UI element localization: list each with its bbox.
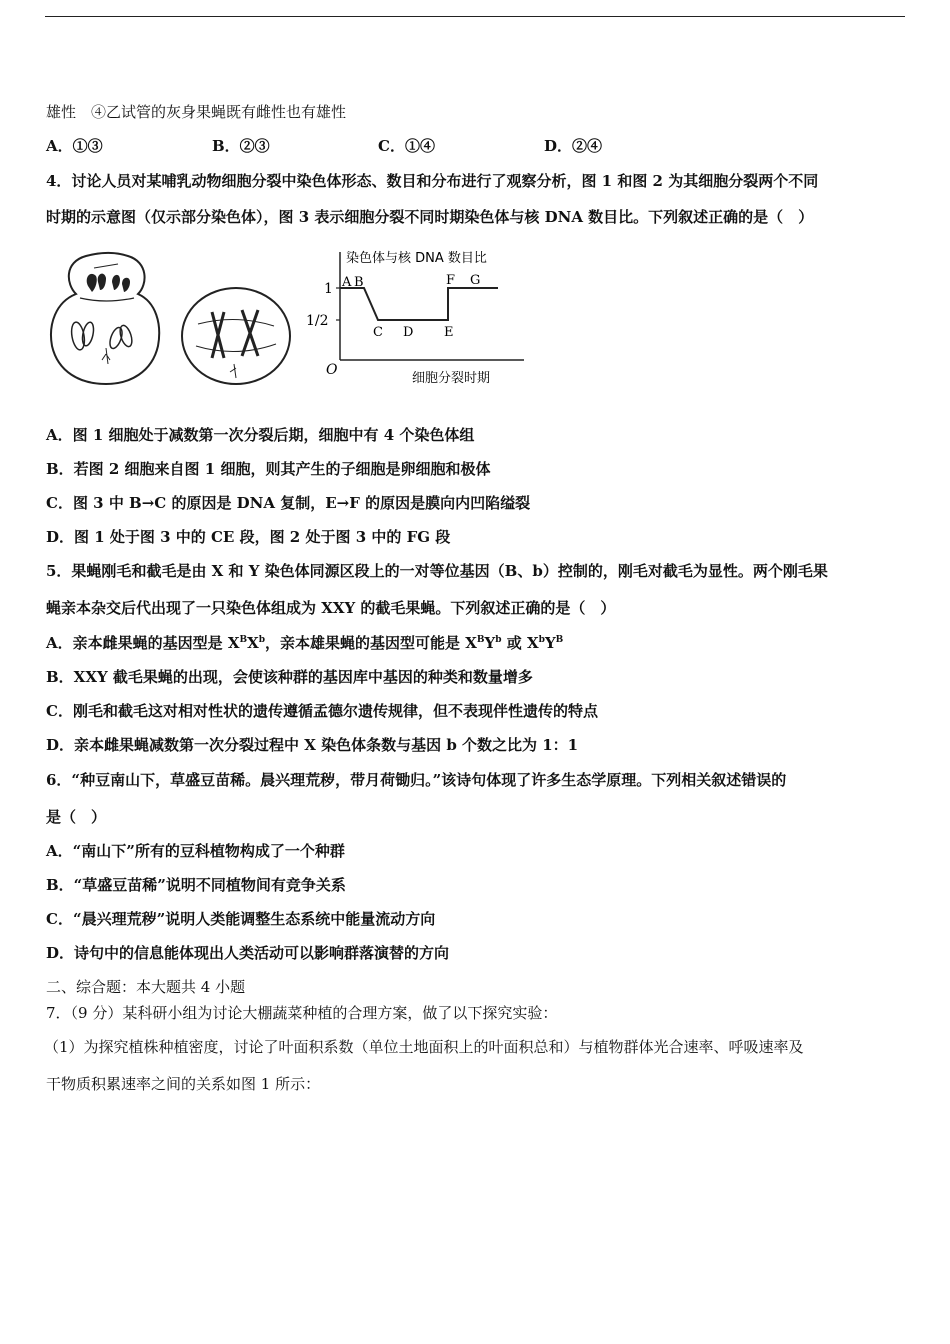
q5-option-b: B．XXY 截毛果蝇的出现，会使该种群的基因库中基因的种类和数量增多: [46, 668, 533, 686]
figure3-graph: [302, 244, 526, 394]
section2-heading: 二、综合题：本大题共 4 小题: [46, 978, 246, 996]
figure1-cell: [46, 248, 166, 388]
q5-a-sup6: B: [555, 635, 564, 645]
q3-option-b: B．②③: [212, 137, 270, 155]
q4-option-d: D．图 1 处于图 3 中的 CE 段，图 2 处于图 3 中的 FG 段: [46, 528, 451, 546]
q3-option-d: D．②④: [544, 137, 603, 155]
q5-a-text: A．亲本雌果蝇的基因型是 X: [46, 634, 240, 652]
figure3-point-b: B: [354, 275, 364, 290]
q7-stem-line3: 干物质积累速率之间的关系如图 1 所示：: [46, 1075, 321, 1093]
q4-option-b: B．若图 2 细胞来自图 1 细胞，则其产生的子细胞是卵细胞和极体: [46, 460, 491, 478]
q5-a-text3: ，亲本雄果蝇的基因型可能是 X: [265, 634, 477, 652]
q5-option-a: [46, 633, 563, 653]
q5-a-sup2: b: [258, 635, 266, 645]
q6-stem-line2: 是（ ）: [46, 808, 107, 826]
q4-option-c: C．图 3 中 B→C 的原因是 DNA 复制，E→F 的原因是膜向内凹陷缢裂: [46, 494, 531, 512]
q6-option-a: A．“南山下”所有的豆科植物构成了一个种群: [46, 842, 345, 860]
figure3-point-a: A: [342, 275, 352, 290]
q7-stem-line2: （1）为探究植株种植密度，讨论了叶面积系数（单位土地面积上的叶面积总和）与植物群体光合速率、呼吸速率及: [44, 1038, 804, 1056]
q6-option-b: B．“草盛豆苗稀”说明不同植物间有竞争关系: [46, 876, 346, 894]
q5-a-text2: X: [247, 634, 259, 652]
q3-option-c: C．①④: [378, 137, 435, 155]
q5-stem-line2: 蝇亲本杂交后代出现了一只染色体组成为 XXY 的截毛果蝇。下列叙述正确的是（ ）: [46, 599, 616, 617]
q5-a-text6: Y: [544, 634, 556, 652]
q6-option-d: D．诗句中的信息能体现出人类活动可以影响群落演替的方向: [46, 944, 450, 962]
q5-stem-line1: 5．果蝇刚毛和截毛是由 X 和 Y 染色体同源区段上的一对等位基因（B、b）控制的，刚毛对截毛为显性。两个刚毛果: [46, 562, 828, 580]
figure3-origin: O: [326, 362, 338, 378]
q5-a-sup4: b: [495, 635, 502, 645]
q3-option-a: A．①③: [46, 137, 103, 155]
q5-a-text5: 或 X: [501, 634, 539, 652]
figure3-ytick-1: 1: [324, 281, 333, 297]
q4-figures: [46, 244, 526, 394]
q7-stem-line1: 7．（9 分）某科研小组为讨论大棚蔬菜种植的合理方案，做了以下探究实验：: [46, 1004, 558, 1022]
figure3-ytick-half: 1/2: [306, 313, 329, 329]
header-rule: [45, 16, 905, 17]
q4-stem-line2: 时期的示意图（仅示部分染色体），图 3 表示细胞分裂不同时期染色体与核 DNA 数目比。下列叙述正确的是（ ）: [46, 208, 814, 226]
q5-a-sup3: B: [476, 635, 485, 645]
q3-options: [46, 136, 602, 156]
figure3-point-f: F: [446, 273, 456, 288]
figure3-point-e: E: [444, 325, 454, 340]
q5-option-c: C．刚毛和截毛这对相对性状的遗传遵循孟德尔遗传规律，但不表现伴性遗传的特点: [46, 702, 598, 720]
q3-tail-line: 雄性 ④乙试管的灰身果蝇既有雌性也有雄性: [46, 103, 347, 121]
q5-a-text4: Y: [484, 634, 496, 652]
q4-option-a: A．图 1 细胞处于减数第一次分裂后期，细胞中有 4 个染色体组: [46, 426, 475, 444]
figure3-point-d: D: [403, 325, 414, 340]
q5-a-sup5: b: [538, 635, 545, 645]
figure2-cell: [178, 284, 294, 388]
q5-a-sup1: B: [239, 635, 248, 645]
figure3-point-c: C: [373, 325, 383, 340]
figure3-xlabel: 细胞分裂时期: [412, 371, 491, 386]
figure3-title: 染色体与核 DNA 数目比: [346, 251, 487, 266]
q6-stem-line1: 6．“种豆南山下，草盛豆苗稀。晨兴理荒秽，带月荷锄归。”该诗句体现了许多生态学原理。下列相关叙述错误的: [46, 771, 787, 789]
q5-option-d: D．亲本雌果蝇减数第一次分裂过程中 X 染色体条数与基因 b 个数之比为 1：1: [46, 736, 579, 754]
figure3-point-g: G: [470, 273, 481, 288]
q6-option-c: C．“晨兴理荒秽”说明人类能调整生态系统中能量流动方向: [46, 910, 436, 928]
q4-stem-line1: 4．讨论人员对某哺乳动物细胞分裂中染色体形态、数目和分布进行了观察分析，图 1 和图 2 为其细胞分裂两个不同: [46, 172, 819, 190]
